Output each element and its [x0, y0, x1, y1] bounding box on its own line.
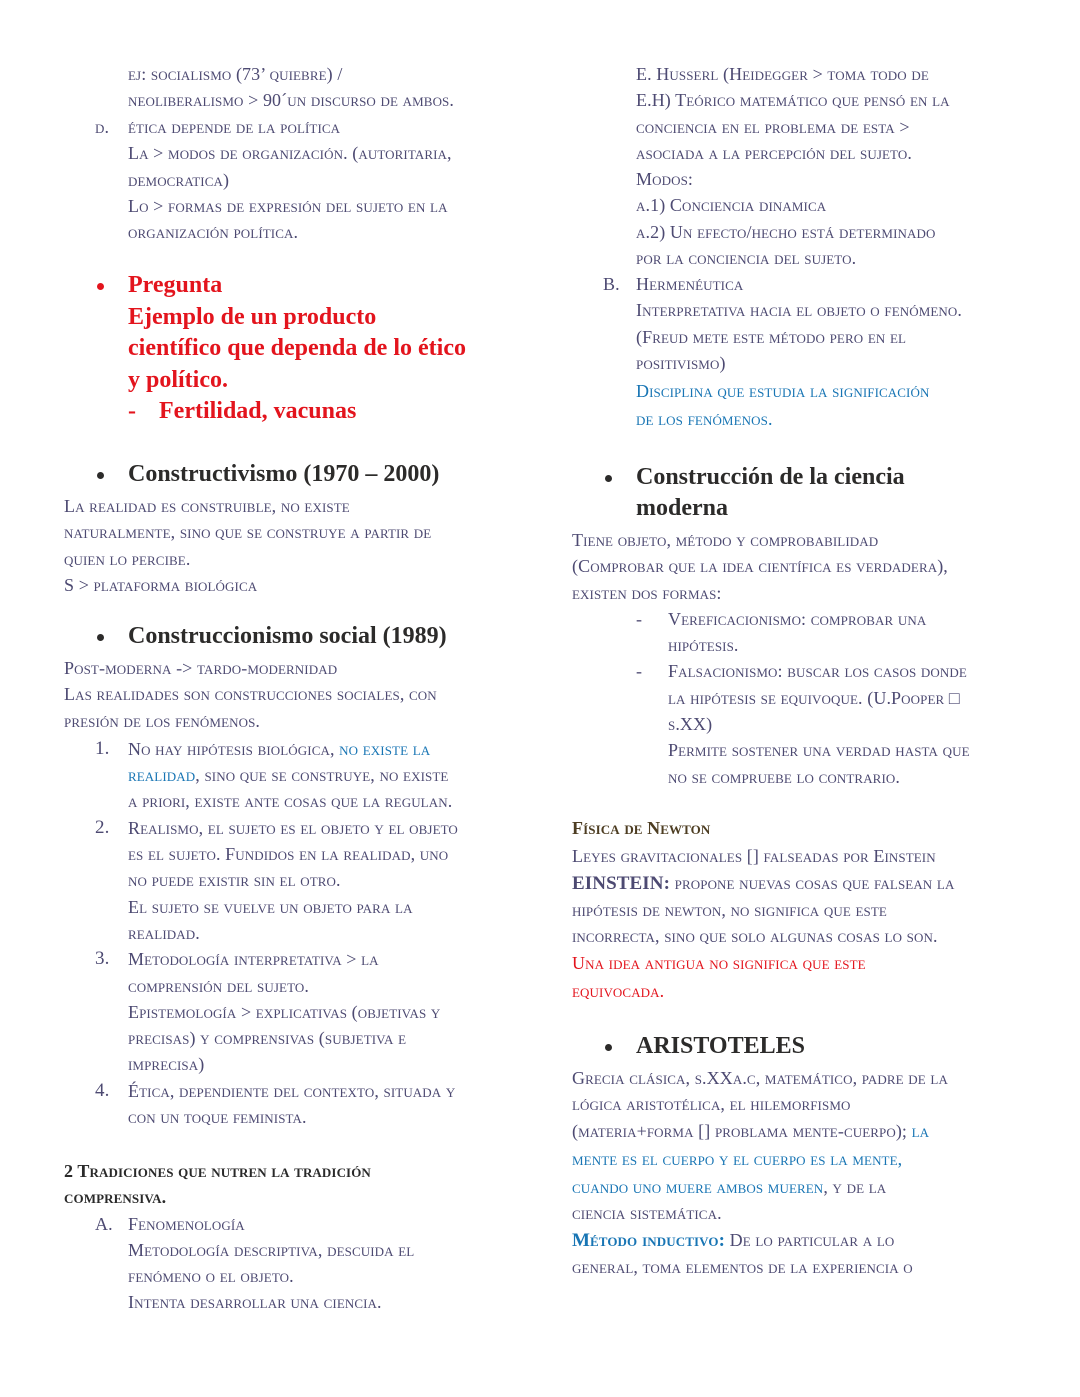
text-line: no se compruebe lo contrario.	[668, 766, 900, 787]
pregunta-block	[64, 270, 524, 428]
text-line: neoliberalismo > 90´un discurso de ambos.	[128, 90, 454, 111]
text-line: existen dos formas:	[572, 582, 722, 603]
text-line: incorrecta, sino que solo algunas cosas lo son.	[572, 926, 938, 947]
dash-item	[572, 606, 1042, 659]
subheading: 2 Tradiciones que nutren la tradición	[64, 1161, 371, 1181]
text-line: a.1) Conciencia dinamica	[636, 195, 827, 216]
list-marker: B.	[603, 274, 620, 294]
text-line: ética depende de la política	[128, 117, 341, 137]
text-line: Las realidades son construcciones sociales, con	[64, 684, 437, 705]
dash-marker: -	[636, 608, 643, 629]
numbered-item	[64, 946, 534, 1077]
text-line: Falsacionismo: buscar los casos donde	[668, 661, 967, 682]
text-line: Epistemología > explicativas (objetivas y	[128, 1001, 441, 1022]
section-title: Construcción de la ciencia	[636, 464, 905, 490]
text-line: Leyes gravitacionales [] falseadas por Einstein	[572, 846, 936, 867]
text-line: quien lo percibe.	[64, 548, 191, 569]
answer-line	[128, 396, 524, 428]
highlight-line: mente es el cuerpo y el cuerpo es la mente,	[572, 1148, 903, 1169]
bullet-icon	[97, 634, 104, 641]
text-line: es el sujeto. Fundidos en la realidad, uno	[128, 844, 449, 865]
text-line: precisas) y comprensivas (subjetiva e	[128, 1028, 407, 1049]
text-line: cuando uno muere ambos mueren, y de la	[572, 1177, 887, 1198]
section-title: Constructivismo (1970 – 2000)	[128, 461, 440, 487]
text-line: Intenta desarrollar una ciencia.	[128, 1292, 382, 1313]
highlight-line: Disciplina que estudia la significación	[636, 381, 930, 402]
text-line: Tiene objeto, método y comprobabilidad	[572, 530, 879, 550]
bullet-icon	[605, 475, 612, 482]
list-number: 1.	[95, 737, 110, 759]
text-line: Grecia clásica, s.XXa.c, matemático, padre de la	[572, 1068, 948, 1088]
dash-marker: -	[636, 661, 643, 682]
subheading: Física de Newton	[572, 818, 711, 838]
text-line: (materia+forma [] problama mente-cuerpo); la	[572, 1120, 930, 1141]
text-line: comprensión del sujeto.	[128, 975, 309, 996]
text-line: ej: socialismo (73’ quiebre) /	[128, 64, 343, 84]
text-line: No hay hipótesis biológica, no existe la	[128, 738, 431, 759]
text-line: Ética, dependiente del contexto, situada y	[128, 1080, 456, 1101]
aristoteles-section	[572, 1031, 1042, 1280]
newton-section	[572, 815, 1042, 1004]
text-line: naturalmente, sino que se construye a partir de	[64, 522, 432, 543]
text-line: hipótesis.	[668, 635, 739, 656]
subheading: comprensiva.	[64, 1187, 167, 1208]
text-line: Fenomenología	[128, 1213, 245, 1234]
text-line: por la conciencia del sujeto.	[636, 248, 857, 269]
list-number: 4.	[95, 1079, 110, 1101]
list-item-a	[64, 1211, 534, 1316]
constructivismo-section	[64, 459, 524, 598]
text-line: imprecisa)	[128, 1054, 205, 1075]
text-line: organización política.	[128, 222, 299, 243]
list-marker: A.	[95, 1213, 113, 1234]
text-line: (Freud mete este método pero en el	[636, 326, 907, 347]
text-line: la hipótesis se equivoque. (U.Pooper □	[668, 687, 960, 708]
text-line: democratica)	[128, 169, 230, 190]
text-line: Post-moderna -> tardo-modernidad	[64, 658, 338, 678]
text-line: EINSTEIN: propone nuevas cosas que falsean la	[572, 872, 955, 894]
list-marker: d.	[95, 117, 110, 137]
question-heading: Pregunta	[128, 272, 223, 298]
text-line: a.2) Un efecto/hecho está determinado	[636, 221, 936, 242]
highlight-line: equivocada.	[572, 980, 665, 1001]
text-line: ciencia sistemática.	[572, 1203, 722, 1224]
text-line: El sujeto se vuelve un objeto para la	[128, 896, 413, 917]
text-line: no puede existir sin el otro.	[128, 870, 341, 891]
bullet-icon	[97, 283, 104, 290]
top-block	[64, 61, 528, 114]
ciencia-moderna-section	[572, 462, 1042, 790]
section-title: moderna	[636, 495, 728, 521]
list-number: 3.	[95, 948, 110, 970]
list-number: 2.	[95, 816, 110, 838]
text-line: Interpretativa hacia el objeto o fenómeno.	[636, 300, 963, 321]
husserl-block	[572, 61, 1056, 271]
text-line: Realismo, el sujeto es el objeto y el objeto	[128, 817, 458, 838]
construccionismo-section	[64, 621, 534, 1130]
section-title: ARISTOTELES	[636, 1033, 805, 1059]
text-line: a priori, existe ante cosas que la regulan.	[128, 791, 453, 812]
text-line: E.H) Teórico matemático que pensó en la	[636, 90, 950, 111]
tradiciones-section	[64, 1158, 534, 1316]
list-item-b	[572, 271, 1042, 433]
numbered-item	[64, 1078, 534, 1131]
text-line: asociada a la percepción del sujeto.	[636, 142, 912, 163]
text-line: Modos:	[636, 169, 694, 190]
text-line: hipótesis de newton, no significa que este	[572, 899, 887, 920]
text-line: Hermenéutica	[636, 274, 744, 294]
numbered-item	[64, 815, 534, 946]
text-line: Permite sostener una verdad hasta que	[668, 740, 970, 761]
numbered-item	[64, 736, 534, 815]
text-line: S > plataforma biológica	[64, 574, 258, 595]
text-line: realidad.	[128, 922, 200, 943]
section-title: Construccionismo social (1989)	[128, 623, 447, 649]
text-line: Metodología interpretativa > la	[128, 949, 379, 970]
text-line: Lo > formas de expresión del sujeto en la	[128, 195, 448, 216]
text-line: lógica aristotélica, el hilemorfismo	[572, 1094, 851, 1115]
dash-item	[572, 658, 1042, 789]
bullet-icon	[97, 472, 104, 479]
text-line: conciencia en el problema de esta >	[636, 116, 910, 137]
text-line: presión de los fenómenos.	[64, 710, 261, 731]
text-line: positivismo)	[636, 352, 726, 373]
text-line: (Comprobar que la idea científica es verdadera),	[572, 556, 948, 577]
question-line: y político.	[128, 366, 228, 393]
answer-text: Fertilidad, vacunas	[159, 398, 357, 424]
text-line: E. Husserl (Heidegger > toma todo de	[636, 64, 929, 84]
text-line: La > modos de organización. (autoritaria,	[128, 143, 452, 164]
text-line: Vereficacionismo: comprobar una	[668, 608, 927, 629]
highlight-line: Una idea antigua no significa que este	[572, 953, 866, 974]
text-line: Método inductivo: De lo particular a lo	[572, 1229, 895, 1251]
text-line: general, toma elementos de la experiencia o	[572, 1257, 913, 1278]
bullet-icon	[605, 1044, 612, 1051]
text-line: con un toque feminista.	[128, 1107, 307, 1128]
dash-marker: -	[128, 398, 136, 424]
text-line: s.XX)	[668, 714, 713, 735]
text-line: realidad, sino que se construye, no existe	[128, 765, 449, 786]
list-item-d	[64, 114, 524, 245]
question-line: Ejemplo de un producto	[128, 303, 377, 330]
text-line: La realidad es construible, no existe	[64, 496, 350, 516]
text-line: Metodología descriptiva, descuida el	[128, 1239, 415, 1260]
highlight-line: de los fenómenos.	[636, 409, 773, 430]
question-line: científico que dependa de lo ético	[128, 335, 466, 361]
text-line: fenómeno o el objeto.	[128, 1266, 294, 1287]
